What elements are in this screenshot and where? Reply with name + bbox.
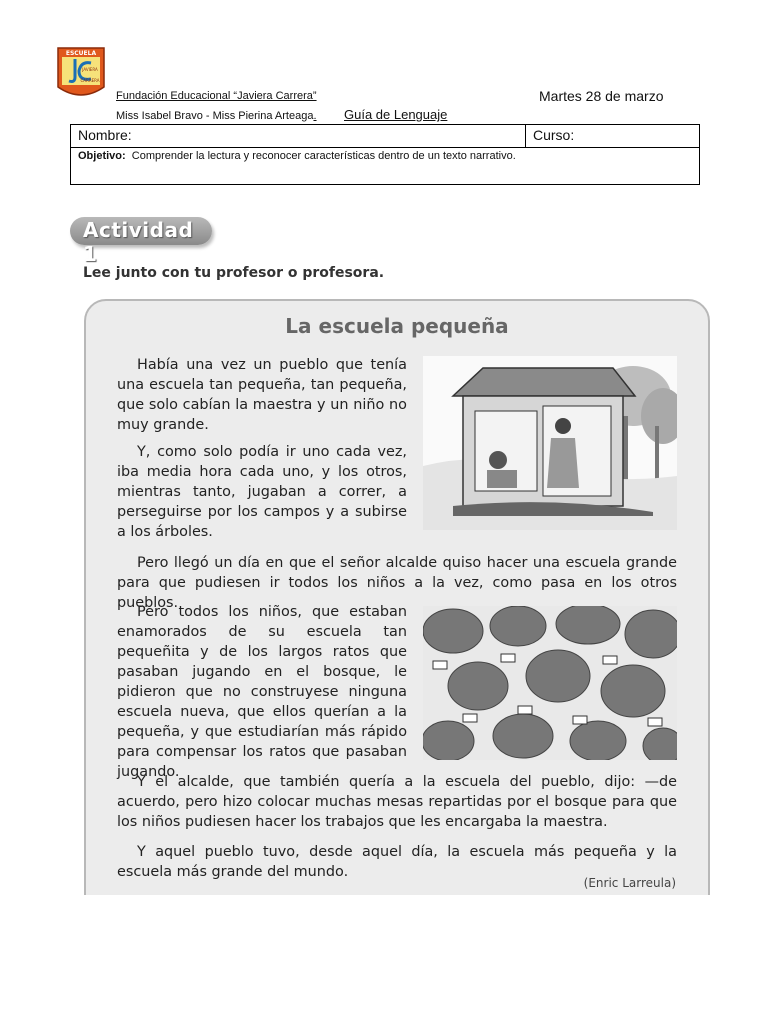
objective-text: Comprender la lectura y reconocer características dentro de un texto narrativo. xyxy=(131,150,516,162)
date-text: Martes 28 de marzo xyxy=(539,88,664,104)
school-logo xyxy=(57,47,105,99)
svg-text:CARRERA: CARRERA xyxy=(80,78,100,83)
objective xyxy=(78,150,516,162)
activity-instruction: Lee junto con tu profesor o profesora. xyxy=(83,265,385,281)
teachers-end: . xyxy=(313,110,317,122)
story-author: (Enric Larreula) xyxy=(583,876,676,890)
story-paragraph: Y, como solo podía ir uno cada vez, iba media hora cada uno, y los otros, mientras tanto, jugaban a correr, a perseguirse por los campos y a subirse a los árboles. xyxy=(117,444,407,540)
story-paragraph: Y aquel pueblo tuvo, desde aquel día, la escuela más pequeña y la escuela más grande del mundo. xyxy=(117,844,677,880)
story-paragraph: Había una vez un pueblo que tenía una escuela tan pequeña, tan pequeña, que solo cabían la maestra y un niño no muy grande. xyxy=(117,357,407,433)
story-paragraph: Pero llegó un día en que el señor alcalde quiso hacer una escuela grande para que pudiesen ir todos los niños a la vez, como pasa en los otros pueblos. xyxy=(117,555,677,611)
story-paragraph: Y el alcalde, que también quería a la escuela del pueblo, dijo: —de acuerdo, pero hizo colocar muchas mesas repartidas por el bosque para que los niños pudiesen hacer los trabajos que les encargaba la maestra. xyxy=(117,774,677,830)
course-field[interactable] xyxy=(526,125,699,147)
story-paragraph: Pero todos los niños, que estaban enamorados de su escuela tan pequeñita y de los largos ratos que pasaban jugando en el bosque, le pidieron que no construyese ninguna escuela nueva, que ellos querían a la pequeña, y que estudiarían más rápido para compensar los ratos que pasaban jugando. xyxy=(117,604,407,780)
forest-school-illustration xyxy=(423,606,677,760)
svg-text:ESCUELA: ESCUELA xyxy=(65,50,97,57)
page-bottom-blank xyxy=(0,895,768,1024)
name-field[interactable] xyxy=(71,125,526,147)
small-school-illustration xyxy=(423,356,677,530)
guide-title: Guía de Lenguaje xyxy=(344,107,448,122)
student-info-table xyxy=(70,124,700,185)
foundation-name: Fundación Educacional “Javiera Carrera” xyxy=(116,90,317,102)
svg-text:JAVIERA: JAVIERA xyxy=(82,67,98,72)
course-label: Curso: xyxy=(533,127,575,143)
story-title: La escuela pequeña xyxy=(285,314,509,338)
name-label: Nombre: xyxy=(78,127,132,143)
activity-badge-label: Actividad 1 xyxy=(83,218,194,266)
teachers-names xyxy=(116,110,317,122)
info-row xyxy=(71,125,699,148)
objective-label: Objetivo: xyxy=(78,150,126,162)
teachers-text: Miss Isabel Bravo - Miss Pierina Arteaga xyxy=(116,110,314,122)
activity-badge xyxy=(70,217,212,266)
